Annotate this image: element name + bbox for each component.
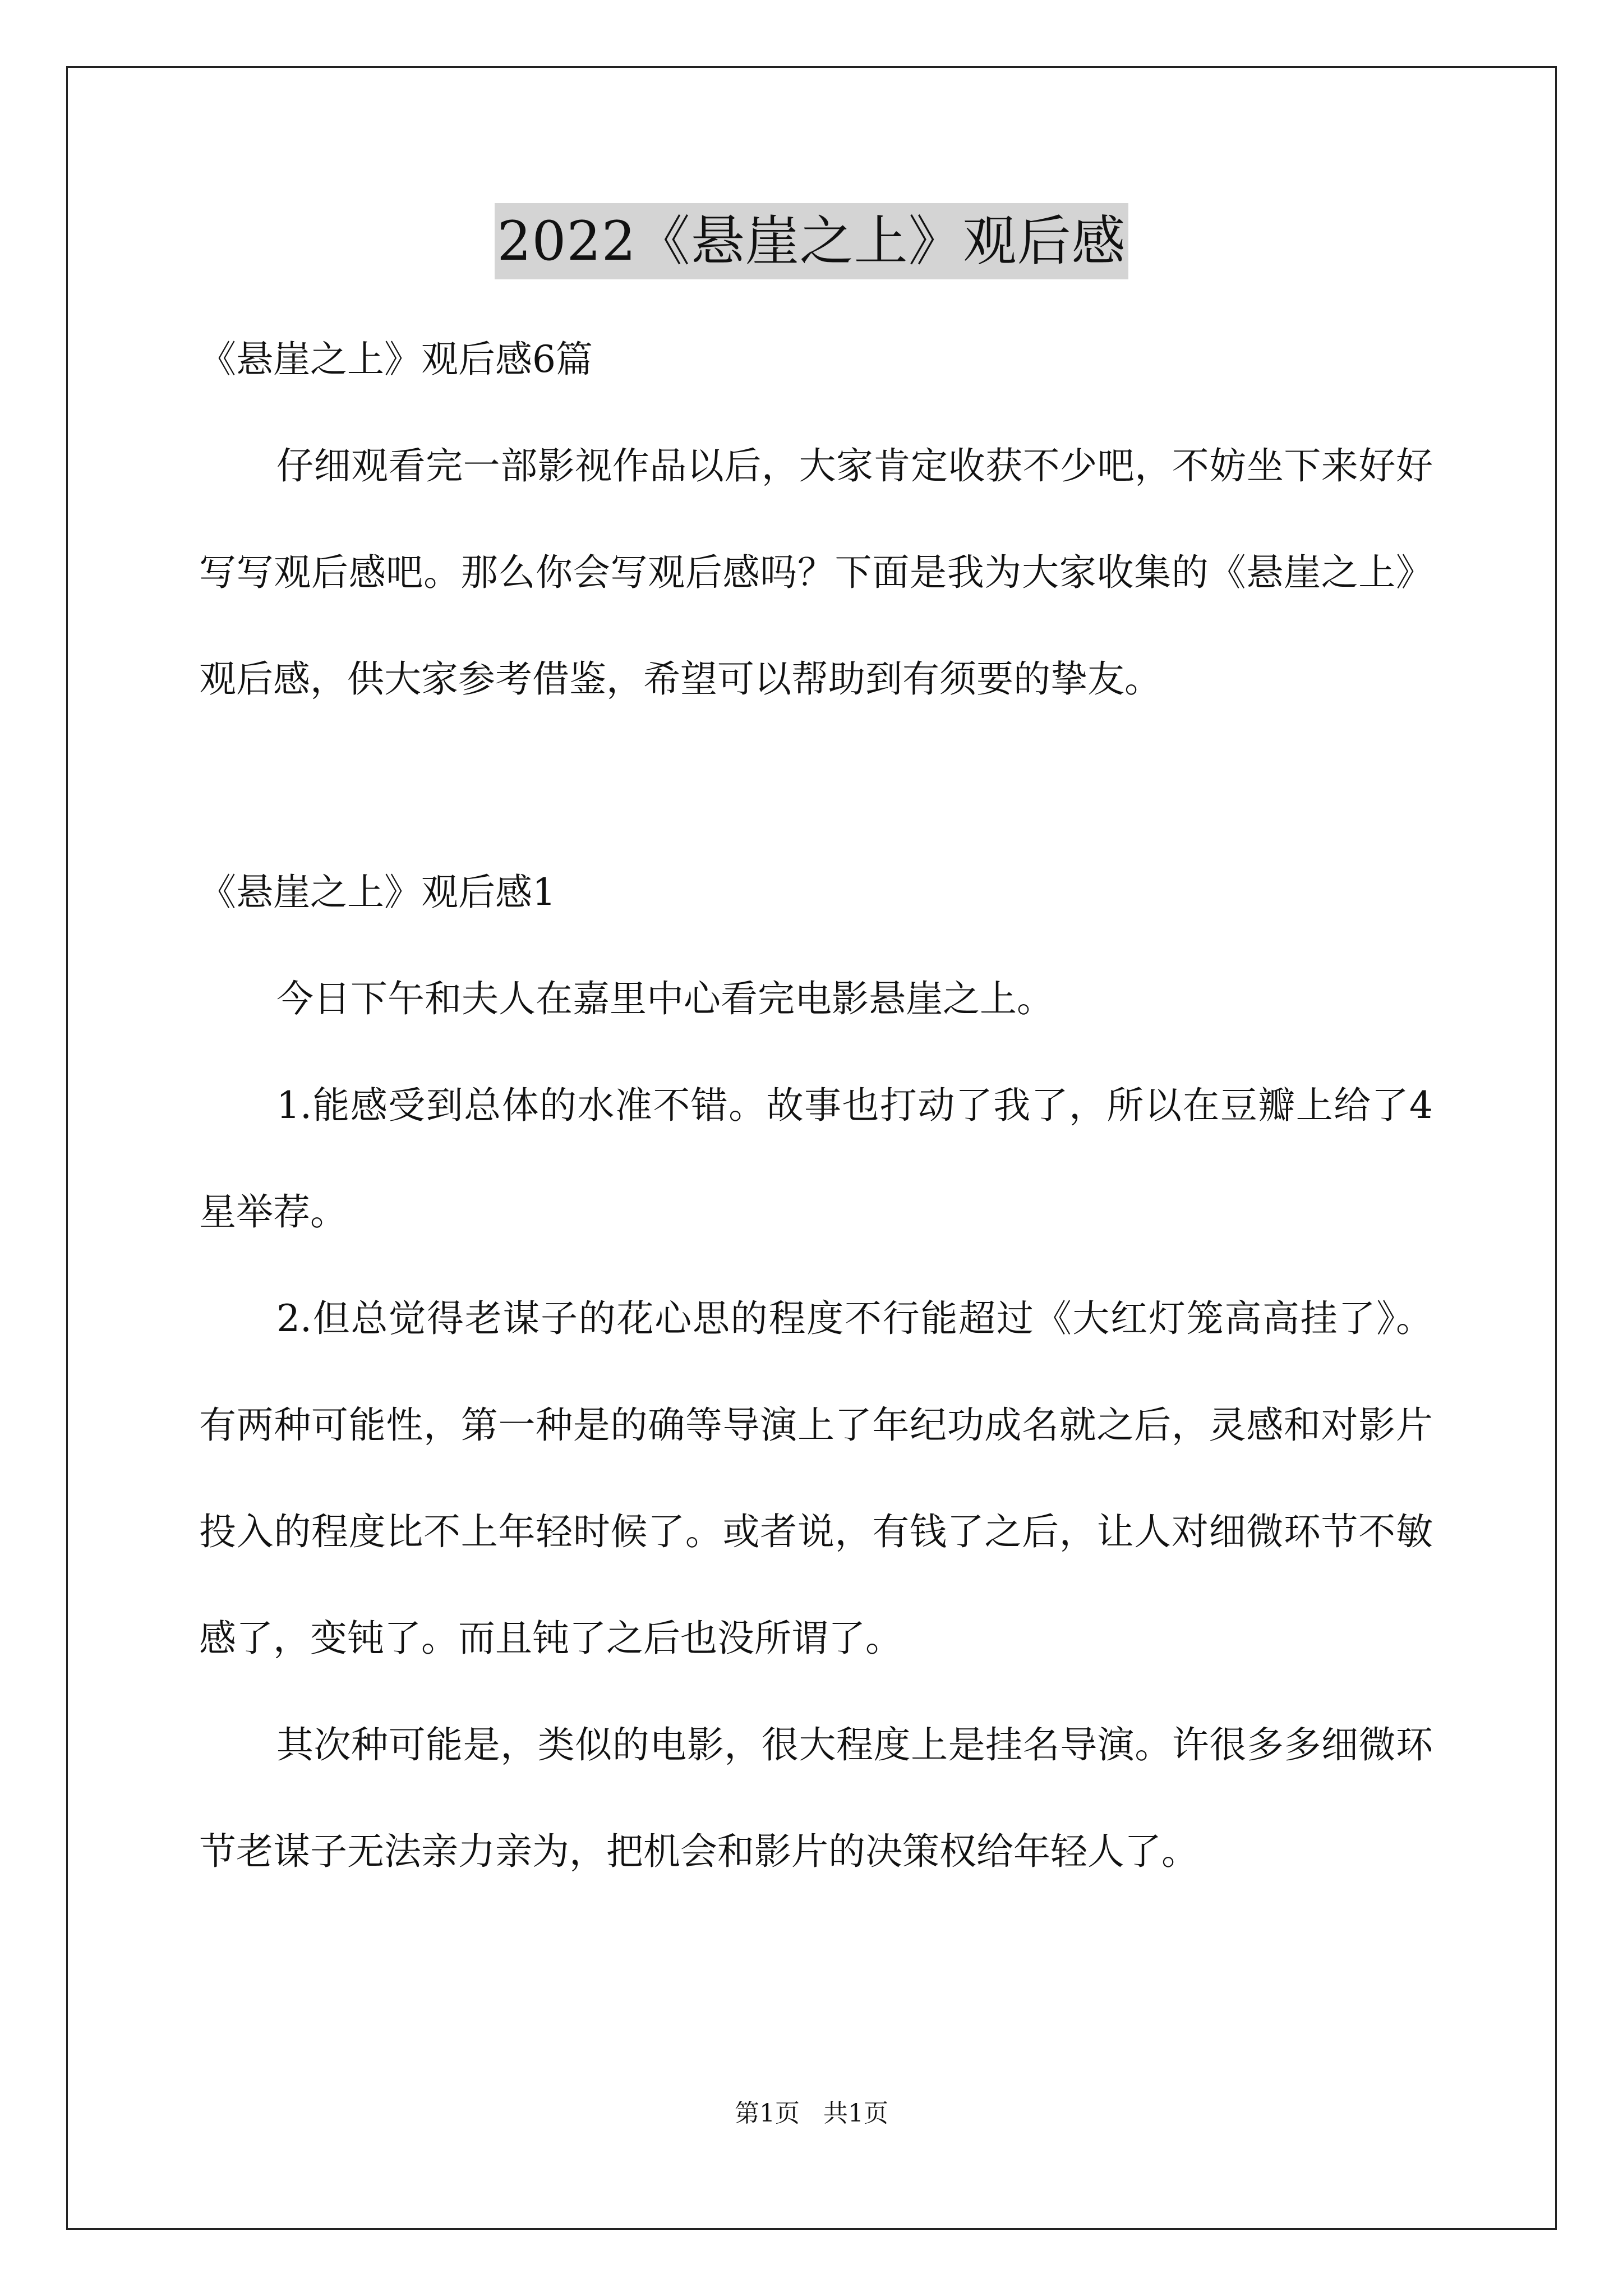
page-number: 第1页 <box>735 2099 800 2128</box>
title-container <box>0 203 1623 279</box>
intro-heading: 《悬崖之上》观后感6篇 <box>199 338 593 381</box>
document-title: 2022《悬崖之上》观后感 <box>495 203 1128 279</box>
section1-heading: 《悬崖之上》观后感1 <box>199 871 556 914</box>
page-footer <box>0 2097 1623 2131</box>
section1-paragraph: 今日下午和夫人在嘉里中心看完电影悬崖之上。 <box>276 977 1054 1020</box>
section1-paragraph: 2.但总觉得老谋子的花心思的程度不行能超过《大红灯笼高高挂了》。有两种可能性，第一种是的确等导演上了年纪功成名就之后，灵感和对影片投入的程度比不上年轻时候了。或者说，有钱了之后，让人对细微环节不敏感了，变钝了。而且钝了之后也没所谓了。 <box>199 1297 1433 1660</box>
document-body <box>199 306 1433 1905</box>
section1-paragraph: 1.能感受到总体的水准不错。故事也打动了我了，所以在豆瓣上给了4星举荐。 <box>199 1084 1433 1234</box>
footer-separator <box>800 2099 823 2128</box>
page-total: 共1页 <box>823 2099 888 2128</box>
section1-paragraph: 其次种可能是，类似的电影，很大程度上是挂名导演。许很多多细微环节老谋子无法亲力亲为，把机会和影片的决策权给年轻人了。 <box>199 1723 1433 1873</box>
intro-paragraph: 仔细观看完一部影视作品以后，大家肯定收获不少吧，不妨坐下来好好写写观后感吧。那么你会写观后感吗？下面是我为大家收集的《悬崖之上》观后感，供大家参考借鉴，希望可以帮助到有须要的挚友。 <box>199 444 1433 701</box>
section-spacer <box>199 733 1433 839</box>
